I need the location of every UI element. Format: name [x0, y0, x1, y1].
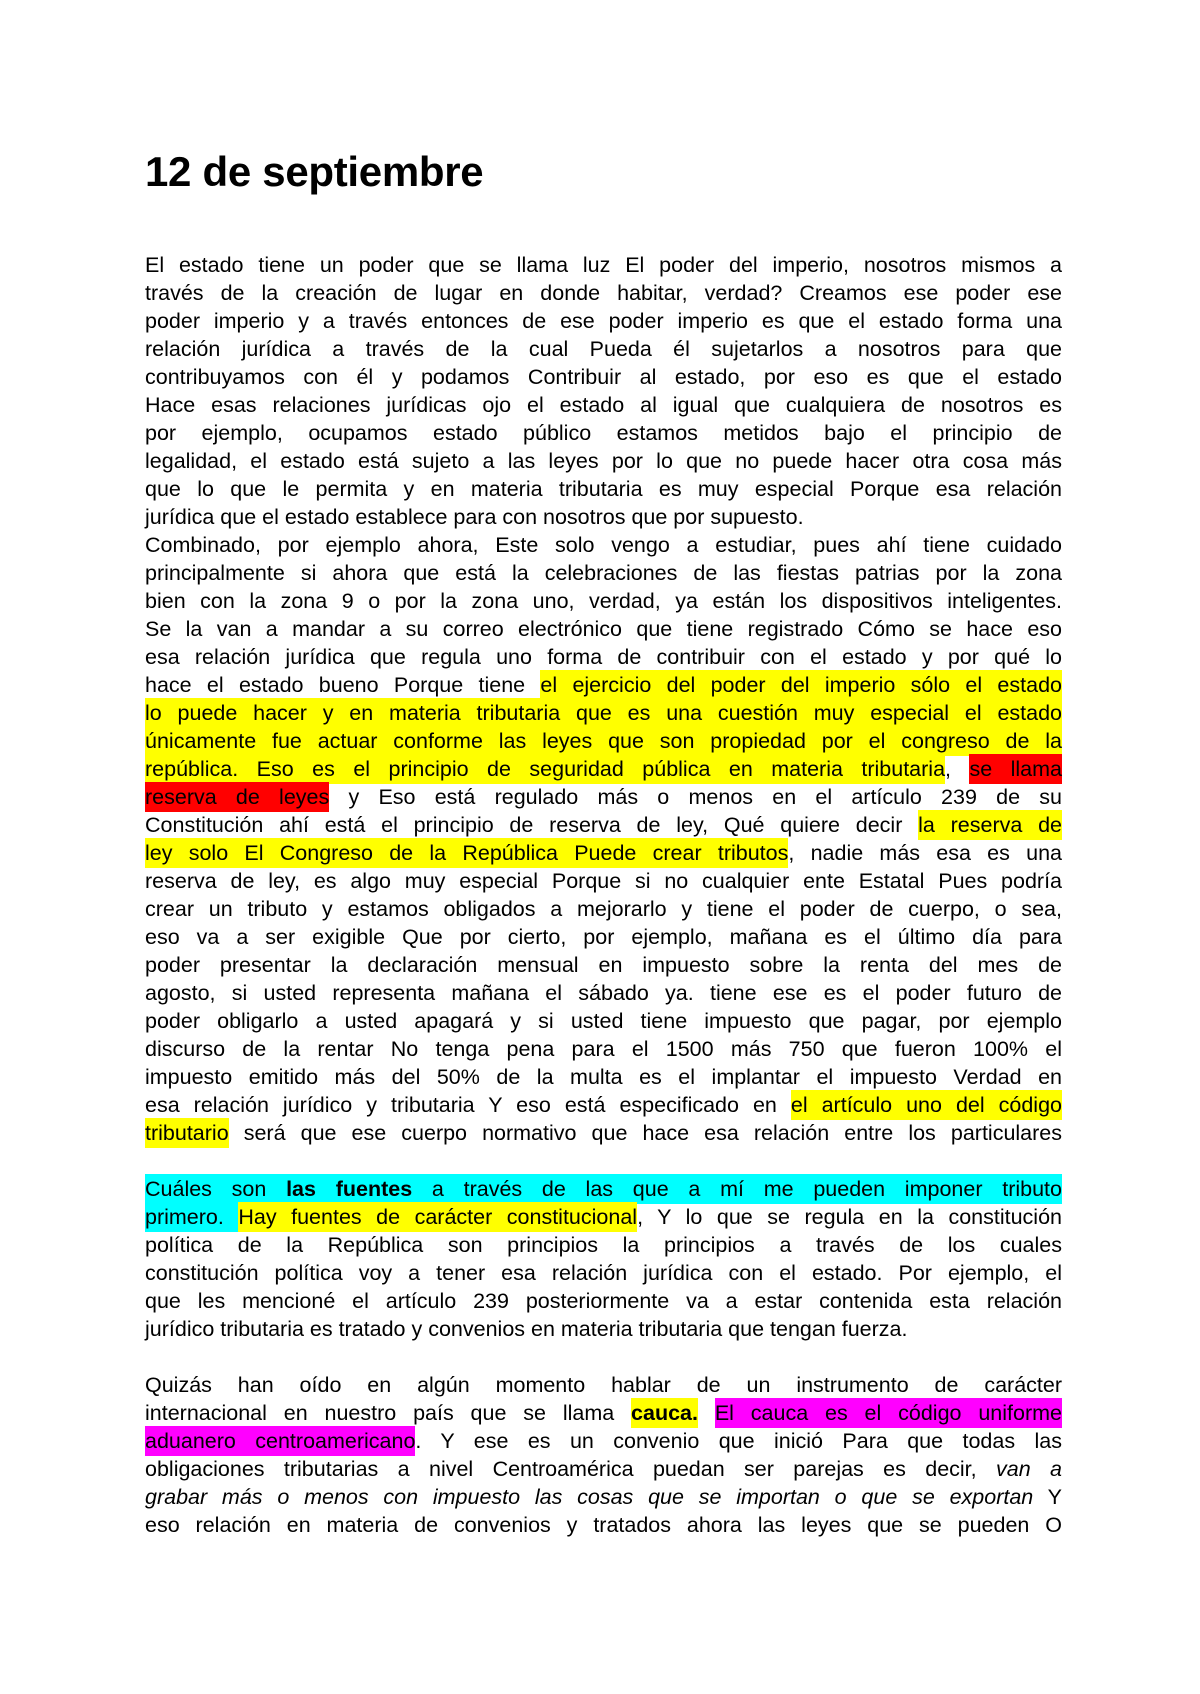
highlighted-text-yellow: cauca. — [631, 1398, 698, 1428]
text-segment: hace el estado bueno Porque tiene — [145, 673, 541, 697]
text-line — [145, 1371, 1062, 1399]
page-title: 12 de septiembre — [145, 148, 484, 195]
text-line — [145, 1007, 1062, 1035]
text-line — [145, 1483, 1062, 1511]
text-line — [145, 1399, 1062, 1427]
text-line — [145, 587, 1062, 615]
text-segment: que lo que le permita y en materia tributaria es muy especial Porque esa relación — [145, 477, 1062, 501]
text-segment: eso va a ser exigible Que por cierto, por ejemplo, mañana es el último día para — [145, 925, 1062, 949]
text-segment: , nadie más esa es una — [788, 841, 1062, 865]
text-segment: El estado tiene un poder que se llama luz El poder del imperio, nosotros mismos a — [145, 253, 1062, 277]
text-segment: obligaciones tributarias a nivel Centroamérica puedan ser parejas es decir, — [145, 1457, 996, 1481]
text-segment: Hace esas relaciones jurídicas ojo el estado al igual que cualquiera de nosotros es — [145, 393, 1062, 417]
text-segment: agosto, si usted representa mañana el sábado ya. tiene ese es el poder futuro de — [145, 981, 1062, 1005]
text-segment: por ejemplo, ocupamos estado público estamos metidos bajo el principio de — [145, 421, 1062, 445]
text-line — [145, 531, 1062, 559]
text-line — [145, 895, 1062, 923]
text-line — [145, 1259, 1062, 1287]
italic-text: grabar más o menos con impuesto las cosas que se importan o que se exportan — [145, 1485, 1034, 1509]
highlighted-text-yellow: el artículo uno del código — [791, 1090, 1062, 1120]
text-line — [145, 1063, 1062, 1091]
text-segment: será que ese cuerpo normativo que hace esa relación entre los particulares — [228, 1121, 1062, 1145]
text-segment: discurso de la rentar No tenga pena para el 1500 más 750 que fueron 100% el — [145, 1037, 1062, 1061]
text-segment: , — [945, 757, 970, 781]
paragraph — [145, 251, 1062, 531]
text-line — [145, 783, 1062, 811]
highlighted-text-cyan: las fuentes — [286, 1174, 412, 1204]
text-line — [145, 1175, 1062, 1203]
paragraph — [145, 1175, 1062, 1343]
text-segment: relación jurídica a través de la cual Pueda él sujetarlos a nosotros para que — [145, 337, 1062, 361]
text-line — [145, 755, 1062, 783]
text-line — [145, 447, 1062, 475]
text-line — [145, 923, 1062, 951]
text-line — [145, 671, 1062, 699]
text-segment: poder imperio y a través entonces de ese poder imperio es que el estado forma una — [145, 309, 1062, 333]
text-line — [145, 1035, 1062, 1063]
highlighted-text-yellow: la reserva de — [918, 810, 1062, 840]
text-segment: jurídico tributaria es tratado y convenios en materia tributaria que tengan fuerza. — [145, 1317, 908, 1341]
italic-text: van a — [996, 1457, 1062, 1481]
text-line — [145, 727, 1062, 755]
paragraph — [145, 1371, 1062, 1539]
text-line — [145, 279, 1062, 307]
highlighted-text-yellow: únicamente fue actuar conforme las leyes que son propiedad por el congreso de la — [145, 726, 1062, 756]
text-line — [145, 839, 1062, 867]
text-line — [145, 307, 1062, 335]
text-line — [145, 251, 1062, 279]
text-segment: esa relación jurídica que regula uno forma de contribuir con el estado y por qué lo — [145, 645, 1062, 669]
text-line — [145, 643, 1062, 671]
text-segment: . Y ese es un convenio que inició Para que todas las — [415, 1429, 1062, 1453]
text-line — [145, 559, 1062, 587]
text-segment: legalidad, el estado está sujeto a las leyes por lo que no puede hacer otra cosa más — [145, 449, 1062, 473]
text-segment: , Y lo que se regula en la constitución — [637, 1205, 1062, 1229]
text-segment: principalmente si ahora que está la celebraciones de las fiestas patrias por la zona — [145, 561, 1062, 585]
text-line — [145, 1287, 1062, 1315]
text-segment: política de la República son principios la principios a través de los cuales — [145, 1233, 1062, 1257]
highlighted-text-yellow: tributario — [145, 1118, 229, 1148]
text-line — [145, 1455, 1062, 1483]
highlighted-text-red: reserva de leyes — [145, 782, 329, 812]
text-segment: poder obligarlo a usted apagará y si usted tiene impuesto que pagar, por ejemplo — [145, 1009, 1062, 1033]
blank-line — [145, 1147, 1062, 1175]
text-line — [145, 1315, 1062, 1343]
text-line — [145, 615, 1062, 643]
text-segment: que les mencioné el artículo 239 posteriormente va a estar contenida esta relación — [145, 1289, 1062, 1313]
text-segment: Quizás han oído en algún momento hablar de un instrumento de carácter — [145, 1373, 1062, 1397]
text-segment: Combinado, por ejemplo ahora, Este solo vengo a estudiar, pues ahí tiene cuidado — [145, 533, 1062, 557]
text-line — [145, 811, 1062, 839]
text-line — [145, 951, 1062, 979]
text-segment: reserva de ley, es algo muy especial Porque si no cualquier ente Estatal Pues podría — [145, 869, 1062, 893]
highlighted-text-red: se llama — [969, 754, 1062, 784]
text-line — [145, 1119, 1062, 1147]
highlighted-text-yellow: el ejercicio del poder del imperio sólo el estado — [540, 670, 1062, 700]
text-line — [145, 475, 1062, 503]
text-line — [145, 1203, 1062, 1231]
highlighted-text-cyan: primero. — [145, 1202, 238, 1232]
highlighted-text-yellow: ley solo El Congreso de la República Puede crear tributos — [145, 838, 788, 868]
text-segment: esa relación jurídico y tributaria Y eso está especificado en — [145, 1093, 791, 1117]
highlighted-text-cyan: Cuáles son — [145, 1174, 286, 1204]
text-line — [145, 1231, 1062, 1259]
text-segment — [698, 1398, 715, 1428]
text-segment: través de la creación de lugar en donde habitar, verdad? Creamos ese poder ese — [145, 281, 1062, 305]
text-segment: contribuyamos con él y podamos Contribuir al estado, por eso es que el estado — [145, 365, 1062, 389]
text-segment: poder presentar la declaración mensual en impuesto sobre la renta del mes de — [145, 953, 1062, 977]
highlighted-text-yellow: república. Eso es el principio de seguridad pública en materia tributaria — [145, 754, 945, 784]
text-segment: Se la van a mandar a su correo electrónico que tiene registrado Cómo se hace eso — [145, 617, 1062, 641]
highlighted-text-magenta: El cauca es el código uniforme — [715, 1398, 1062, 1428]
text-line — [145, 1511, 1062, 1539]
text-segment: impuesto emitido más del 50% de la multa es el implantar el impuesto Verdad en — [145, 1065, 1062, 1089]
text-segment: Constitución ahí está el principio de reserva de ley, Qué quiere decir — [145, 813, 919, 837]
paragraph — [145, 531, 1062, 1147]
text-line — [145, 419, 1062, 447]
text-segment: eso relación en materia de convenios y tratados ahora las leyes que se pueden O — [145, 1513, 1062, 1537]
highlighted-text-cyan: a través de las que a mí me pueden imponer tributo — [412, 1174, 1062, 1204]
document-body — [145, 251, 1062, 1539]
text-line — [145, 867, 1062, 895]
text-line — [145, 1427, 1062, 1455]
text-line — [145, 503, 1062, 531]
highlighted-text-yellow: lo puede hacer y en materia tributaria que es una cuestión muy especial el estado — [145, 698, 1062, 728]
text-line — [145, 391, 1062, 419]
text-segment: internacional en nuestro país que se llama — [145, 1401, 632, 1425]
text-line — [145, 335, 1062, 363]
text-segment: Y — [1033, 1485, 1062, 1509]
text-segment: crear un tributo y estamos obligados a mejorarlo y tiene el poder de cuerpo, o sea, — [145, 897, 1062, 921]
text-line — [145, 979, 1062, 1007]
highlighted-text-yellow: Hay fuentes de carácter constitucional — [238, 1202, 637, 1232]
text-line — [145, 363, 1062, 391]
text-line — [145, 699, 1062, 727]
text-line — [145, 1091, 1062, 1119]
text-segment: constitución política voy a tener esa relación jurídica con el estado. Por ejemplo, el — [145, 1261, 1062, 1285]
blank-line — [145, 1343, 1062, 1371]
text-segment: y Eso está regulado más o menos en el artículo 239 de su — [329, 785, 1062, 809]
highlighted-text-magenta: aduanero centroamericano — [145, 1426, 415, 1456]
text-segment: bien con la zona 9 o por la zona uno, verdad, ya están los dispositivos inteligentes. — [145, 589, 1062, 613]
text-segment: jurídica que el estado establece para con nosotros que por supuesto. — [145, 505, 804, 529]
